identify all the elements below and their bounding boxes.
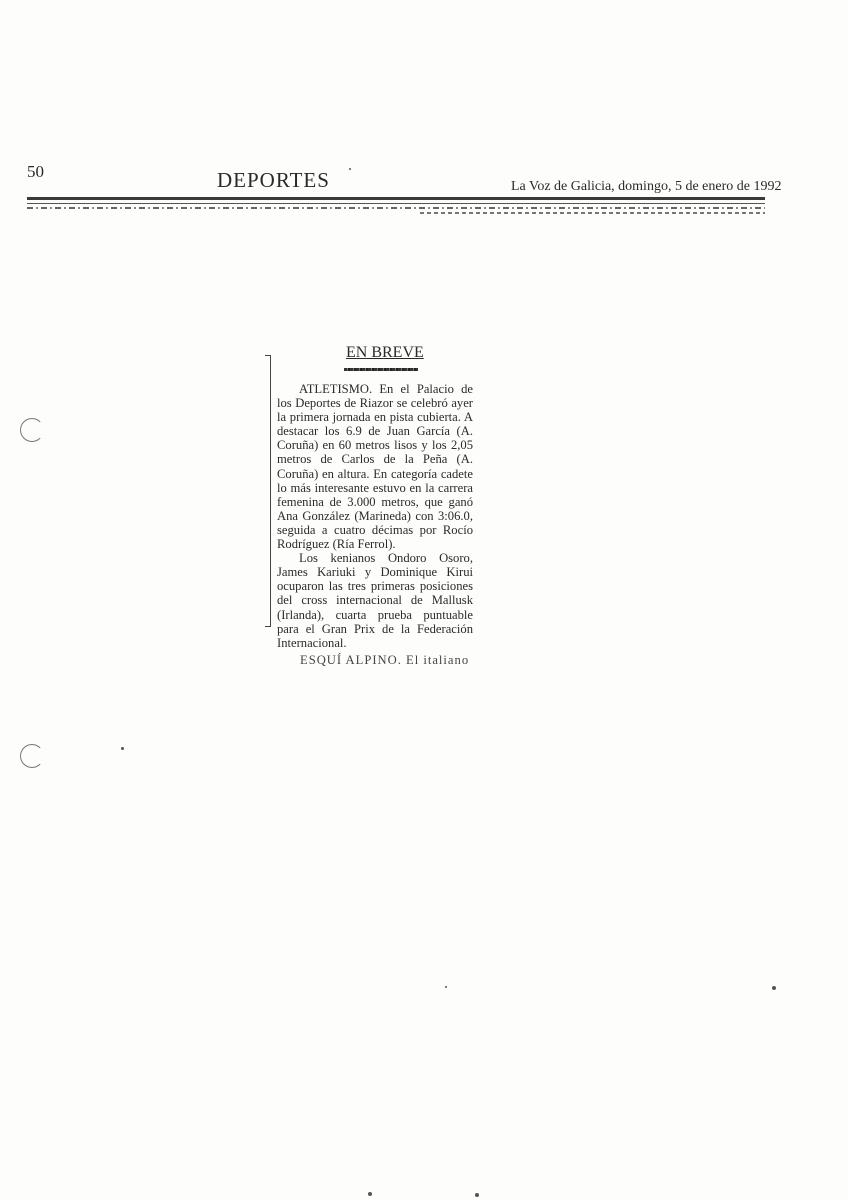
header-rule-dashed-short	[420, 212, 765, 214]
column-side-tick-bottom	[265, 626, 271, 627]
column-heading: EN BREVE	[346, 344, 424, 361]
scan-speck	[121, 747, 124, 750]
section-title: DEPORTES	[217, 168, 330, 192]
punch-hole-top	[20, 418, 44, 442]
article-paragraph-atletismo: ATLETISMO. En el Palacio de los Deportes de Riazor se celebró ayer la primera jornada en pista cubierta. A destacar los 6.9 de Juan García (A. Coruña) en 60 metros lisos y los 2,05 metros de Carlos de la Peña (A. Coruña) en altura. En categoría cadete lo más interesante estuvo en la carrera femenina de 3.000 metros, que ganó Ana González (Marineda) con 3:06.0, seguida a cuatro décimas por Rocío Rodríguez (Ría Ferrol).	[277, 382, 473, 552]
scan-speck	[445, 986, 447, 988]
header-rule-dashed	[27, 207, 765, 209]
article-cut-line: ESQUÍ ALPINO. El italiano	[300, 653, 470, 667]
newspaper-date-line: La Voz de Galicia, domingo, 5 de enero de 1992	[511, 179, 782, 194]
article-paragraph-cross: Los kenianos Ondoro Osoro, James Kariuki y Dominique Kirui ocuparon las tres primeras posiciones del cross internacional de Mallusk (Irlanda), cuarta prueba puntuable para el Gran Prix de la Federación Internacional.	[277, 551, 473, 650]
scan-speck	[772, 986, 776, 990]
column-side-bar	[270, 355, 271, 627]
column-heading-rule	[344, 368, 418, 371]
header-rule-thick	[27, 197, 765, 200]
article-body	[277, 382, 473, 650]
scan-speck	[475, 1193, 479, 1197]
punch-hole-bottom	[20, 744, 44, 768]
scan-speck	[368, 1192, 372, 1196]
header-rule-thin	[27, 203, 765, 204]
scan-speck	[349, 168, 351, 170]
column-side-tick-top	[265, 355, 271, 356]
page-number: 50	[27, 162, 44, 181]
